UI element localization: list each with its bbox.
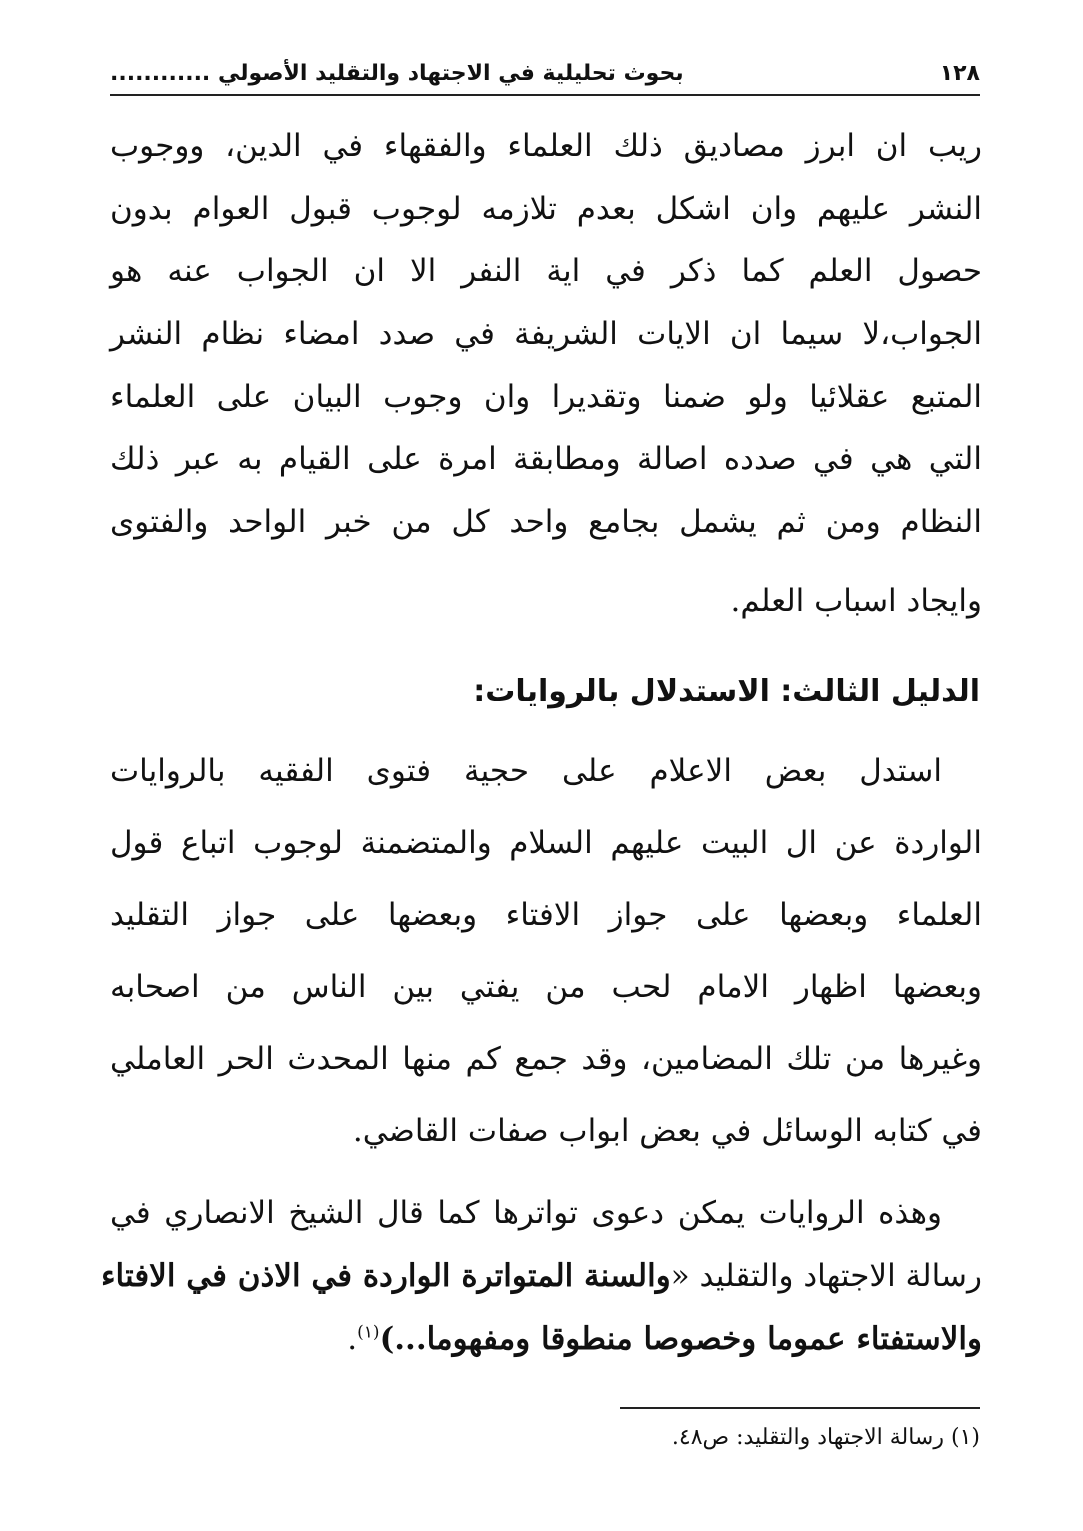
- section-heading: الدليل الثالث: الاستدلال بالروايات:: [473, 674, 980, 709]
- body-line: ريب ان ابرز مصاديق ذلك العلماء والفقهاء في الدين، ووجوب: [110, 128, 982, 164]
- body-line: وبعضها اظهار الامام لحب من يفتي بين الناس من اصحابه: [110, 969, 982, 1005]
- body-line: في كتابه الوسائل في بعض ابواب صفات القاضي.: [352, 1113, 982, 1149]
- plain-text: رسالة الاجتهاد والتقليد «: [670, 1258, 982, 1294]
- body-line: استدل بعض الاعلام على حجية فتوى الفقيه بالروايات: [110, 753, 942, 789]
- body-line: التي هي في صدده اصالة ومطابقة امرة على القيام به عبر ذلك: [110, 441, 982, 477]
- sentence-end: .: [347, 1321, 358, 1357]
- body-line: العلماء وبعضها على جواز الافتاء وبعضها على جواز التقليد: [110, 897, 982, 933]
- footnote-reference[interactable]: (١): [357, 1322, 380, 1343]
- body-line: حصول العلم كما ذكر في اية النفر الا ان الجواب عنه هو: [110, 253, 982, 289]
- body-line: المتبع عقلائيا ولو ضمنا وتقديرا وان وجوب البيان على العلماء: [110, 379, 982, 415]
- quoted-text: والاستفتاء عموما وخصوصا منطوقا ومفهوما...): [379, 1321, 982, 1357]
- body-line: وغيرها من تلك المضامين، وقد جمع كم منها المحدث الحر العاملي: [110, 1041, 982, 1077]
- body-line: الواردة عن ال البيت عليهم السلام والمتضمنة لوجوب اتباع قول: [110, 825, 982, 861]
- body-line: النشر عليهم وان اشكل بعدم تلازمه لوجوب قبول العوام بدون: [110, 191, 982, 227]
- footnote-divider: [620, 1407, 980, 1409]
- body-line: النظام ومن ثم يشمل بجامع واحد كل من خبر الواحد والفتوى: [110, 504, 982, 540]
- book-title: بحوث تحليلية في الاجتهاد والتقليد الأصولي ............: [110, 60, 684, 86]
- body-line: [100, 1245, 982, 1307]
- quoted-text: والسنة المتواترة الواردة في الاذن في الافتاء: [100, 1258, 671, 1294]
- running-header: [110, 52, 980, 96]
- body-line: [110, 1308, 982, 1370]
- body-line: وايجاد اسباب العلم.: [730, 583, 982, 619]
- body-line: وهذه الروايات يمكن دعوى تواترها كما قال الشيخ الانصاري في: [110, 1195, 942, 1231]
- footnote: (١) رسالة الاجتهاد والتقليد: ص٤٨.: [671, 1425, 980, 1450]
- page-number: ١٢٨: [939, 60, 980, 86]
- body-line: الجواب،لا سيما ان الايات الشريفة في صدد امضاء نظام النشر: [110, 316, 982, 352]
